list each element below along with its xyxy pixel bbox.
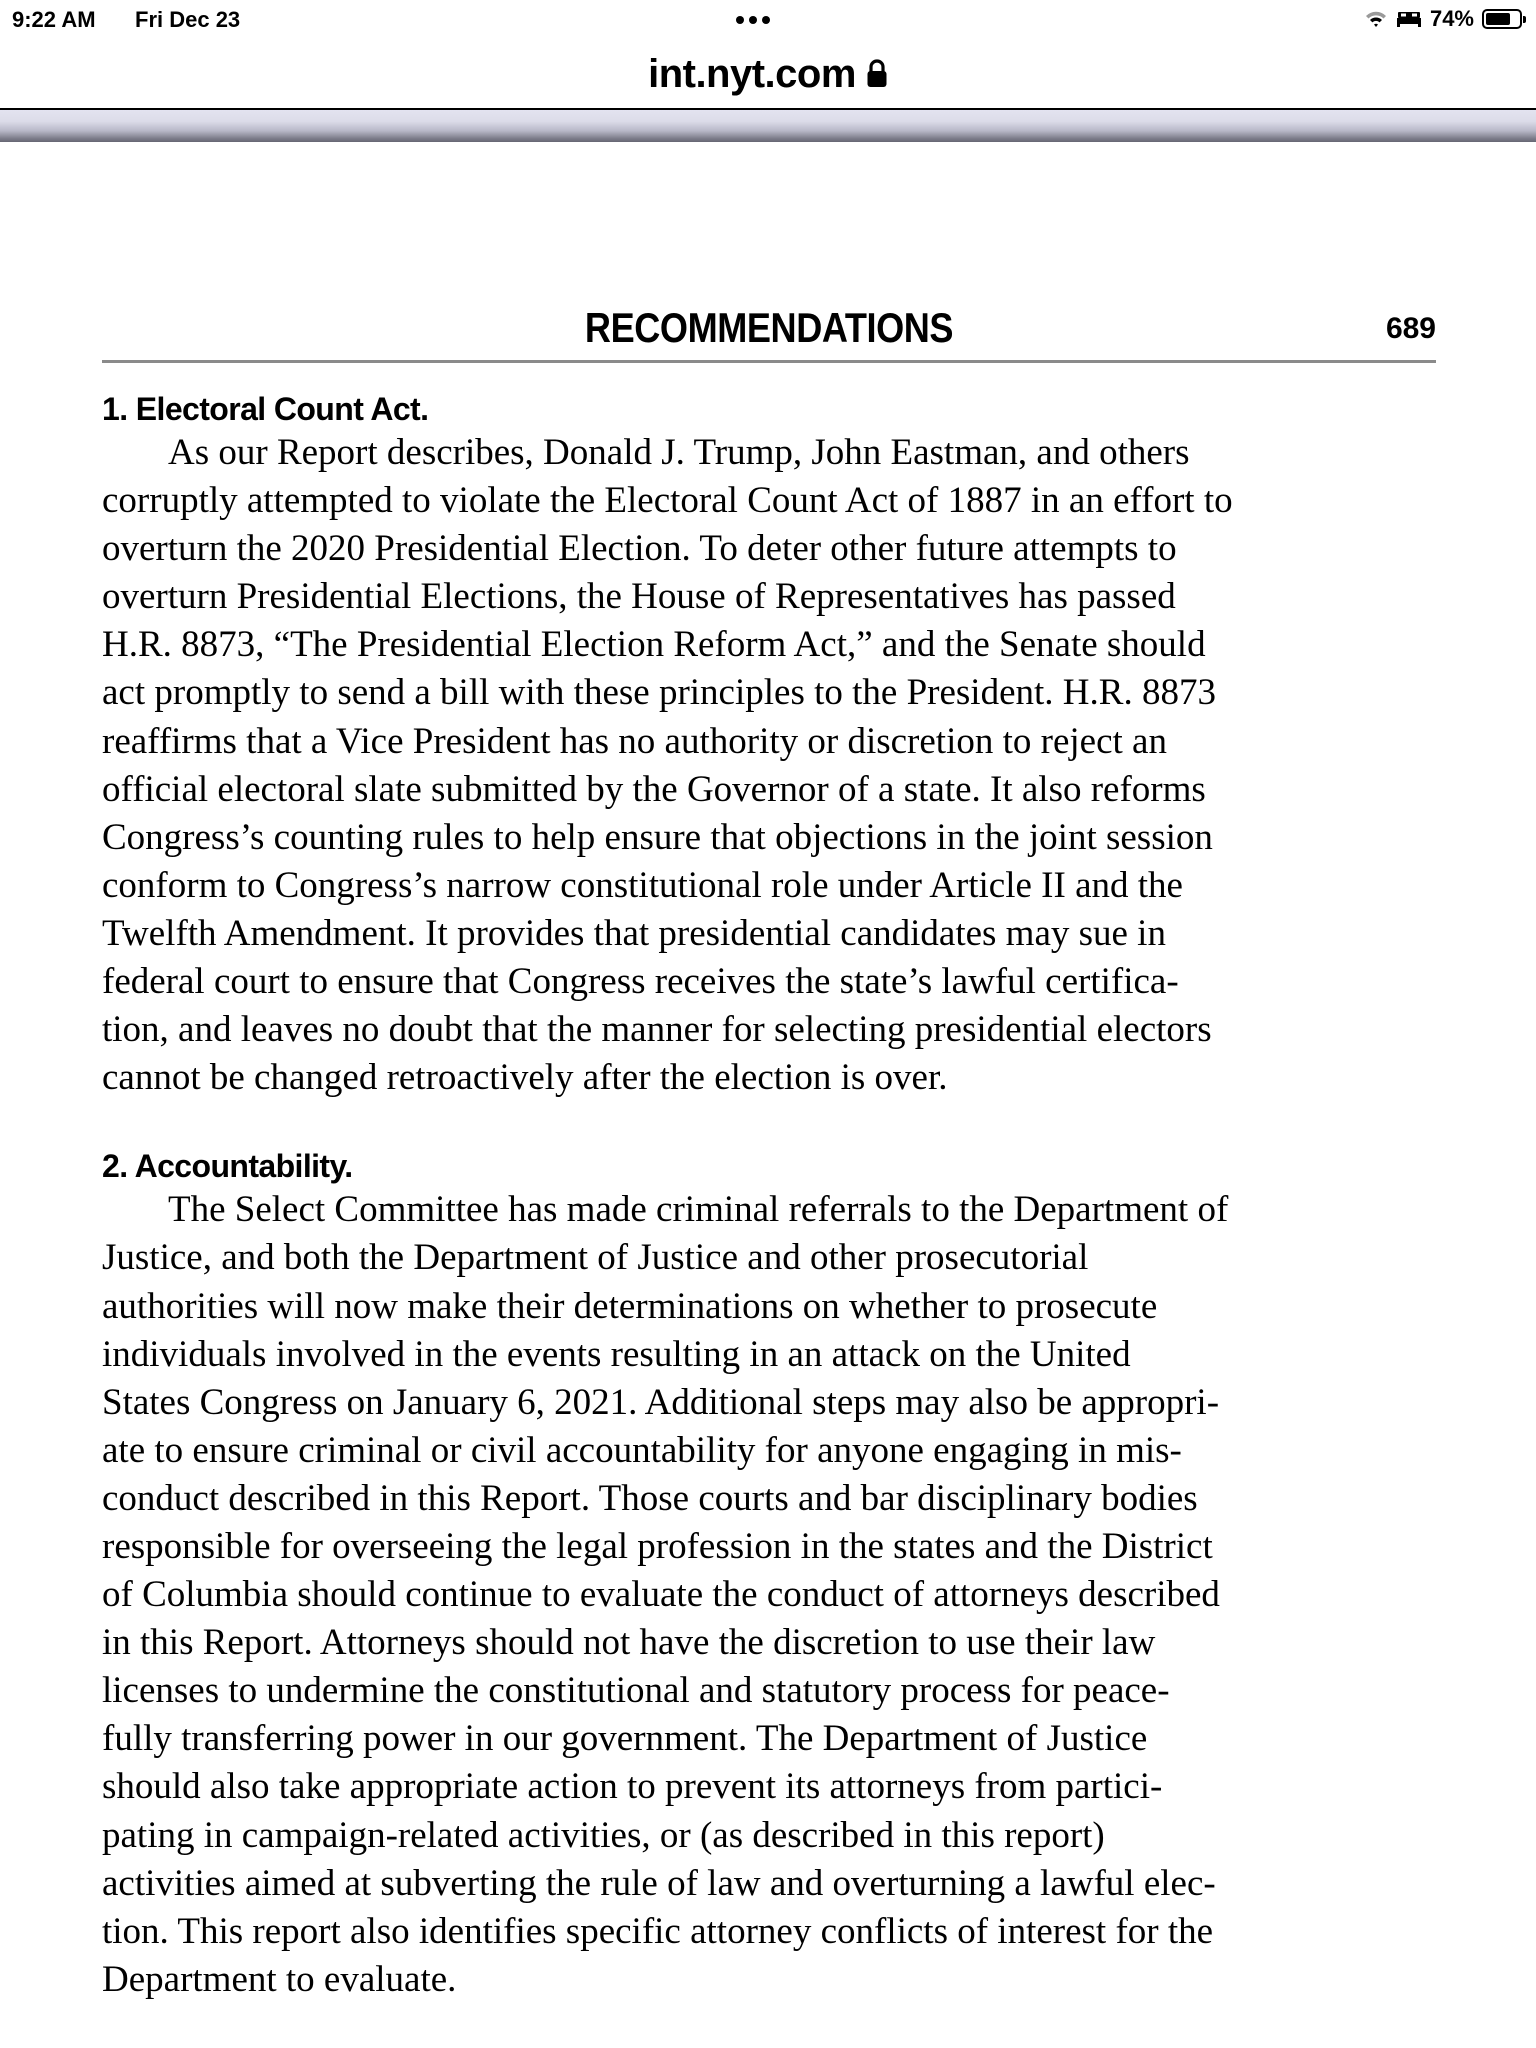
text-line: individuals involved in the events resulting in an attack on the United — [102, 1333, 1131, 1375]
text-line: pating in campaign-related activities, or (as described in this report) — [102, 1814, 1105, 1856]
text-line: overturn the 2020 Presidential Election. To deter other future attempts to — [102, 528, 1177, 570]
battery-icon — [1482, 9, 1522, 29]
section-body — [102, 429, 1436, 1102]
text-line: responsible for overseeing the legal profession in the states and the District — [102, 1525, 1213, 1567]
section-body — [102, 1186, 1436, 2004]
text-line: ate to ensure criminal or civil accountability for anyone engaging in mis- — [102, 1429, 1182, 1471]
text-line: cannot be changed retroactively after the election is over. — [102, 1057, 948, 1099]
toolbar-shadow — [0, 110, 1536, 142]
status-date: Fri Dec 23 — [135, 7, 241, 32]
text-line: Twelfth Amendment. It provides that presidential candidates may sue in — [102, 912, 1166, 954]
section-accountability — [102, 1146, 1436, 2004]
text-line: tion. This report also identifies specific attorney conflicts of interest for the — [102, 1910, 1214, 1952]
text-line: tion, and leaves no doubt that the manner for selecting presidential electors — [102, 1009, 1212, 1051]
text-line: should also take appropriate action to prevent its attorneys from partici- — [102, 1766, 1163, 1808]
wifi-icon — [1364, 9, 1388, 29]
status-indicators — [1364, 6, 1522, 32]
text-line: Congress’s counting rules to help ensure that objections in the joint session — [102, 816, 1213, 858]
text-line: As our Report describes, Donald J. Trump, John Eastman, and others — [168, 432, 1190, 473]
url-text[interactable]: int.nyt.com — [648, 51, 856, 96]
text-line: Department to evaluate. — [102, 1958, 457, 2000]
text-line: conform to Congress’s narrow constitutional role under Article II and the — [102, 864, 1183, 906]
running-header — [102, 296, 1436, 363]
ellipsis-icon[interactable] — [736, 16, 770, 24]
text-line: corruptly attempted to violate the Electoral Count Act of 1887 in an effort to — [102, 480, 1233, 522]
section-electoral-count-act — [102, 389, 1436, 1102]
text-line: The Select Committee has made criminal referrals to the Department of — [168, 1189, 1229, 1231]
text-line: federal court to ensure that Congress receives the state’s lawful certifica- — [102, 961, 1179, 1003]
text-line: official electoral slate submitted by the Governor of a state. It also reforms — [102, 768, 1206, 810]
document-page — [102, 296, 1436, 2004]
text-line: activities aimed at subverting the rule of law and overturning a lawful elec- — [102, 1862, 1216, 1904]
text-line: of Columbia should continue to evaluate the conduct of attorneys described — [102, 1574, 1220, 1616]
text-line: authorities will now make their determinations on whether to prosecute — [102, 1285, 1158, 1327]
text-line: in this Report. Attorneys should not have the discretion to use their law — [102, 1622, 1156, 1664]
text-line: H.R. 8873, “The Presidential Election Reform Act,” and the Senate should — [102, 624, 1206, 666]
page-number: 689 — [1385, 312, 1436, 345]
section-heading: 1. Electoral Count Act. — [102, 391, 429, 427]
lock-icon — [866, 59, 888, 89]
text-line: act promptly to send a bill with these principles to the President. H.R. 8873 — [102, 672, 1216, 714]
battery-percent: 74% — [1429, 6, 1474, 31]
text-line: States Congress on January 6, 2021. Additional steps may also be appropri- — [102, 1381, 1220, 1423]
text-line: fully transferring power in our government. The Department of Justice — [102, 1718, 1148, 1760]
bed-icon — [1396, 10, 1422, 28]
text-line: conduct described in this Report. Those courts and bar disciplinary bodies — [102, 1477, 1198, 1519]
page-title: RECOMMENDATIONS — [584, 304, 954, 351]
text-line: reaffirms that a Vice President has no authority or discretion to reject an — [102, 720, 1167, 762]
address-bar[interactable] — [0, 40, 1536, 108]
text-line: overturn Presidential Elections, the House of Representatives has passed — [102, 576, 1176, 618]
text-line: Justice, and both the Department of Justice and other prosecutorial — [102, 1237, 1089, 1279]
status-time: 9:22 AM — [12, 7, 96, 32]
status-bar — [0, 0, 1536, 40]
text-line: licenses to undermine the constitutional and statutory process for peace- — [102, 1670, 1170, 1712]
section-heading: 2. Accountability. — [102, 1148, 353, 1185]
